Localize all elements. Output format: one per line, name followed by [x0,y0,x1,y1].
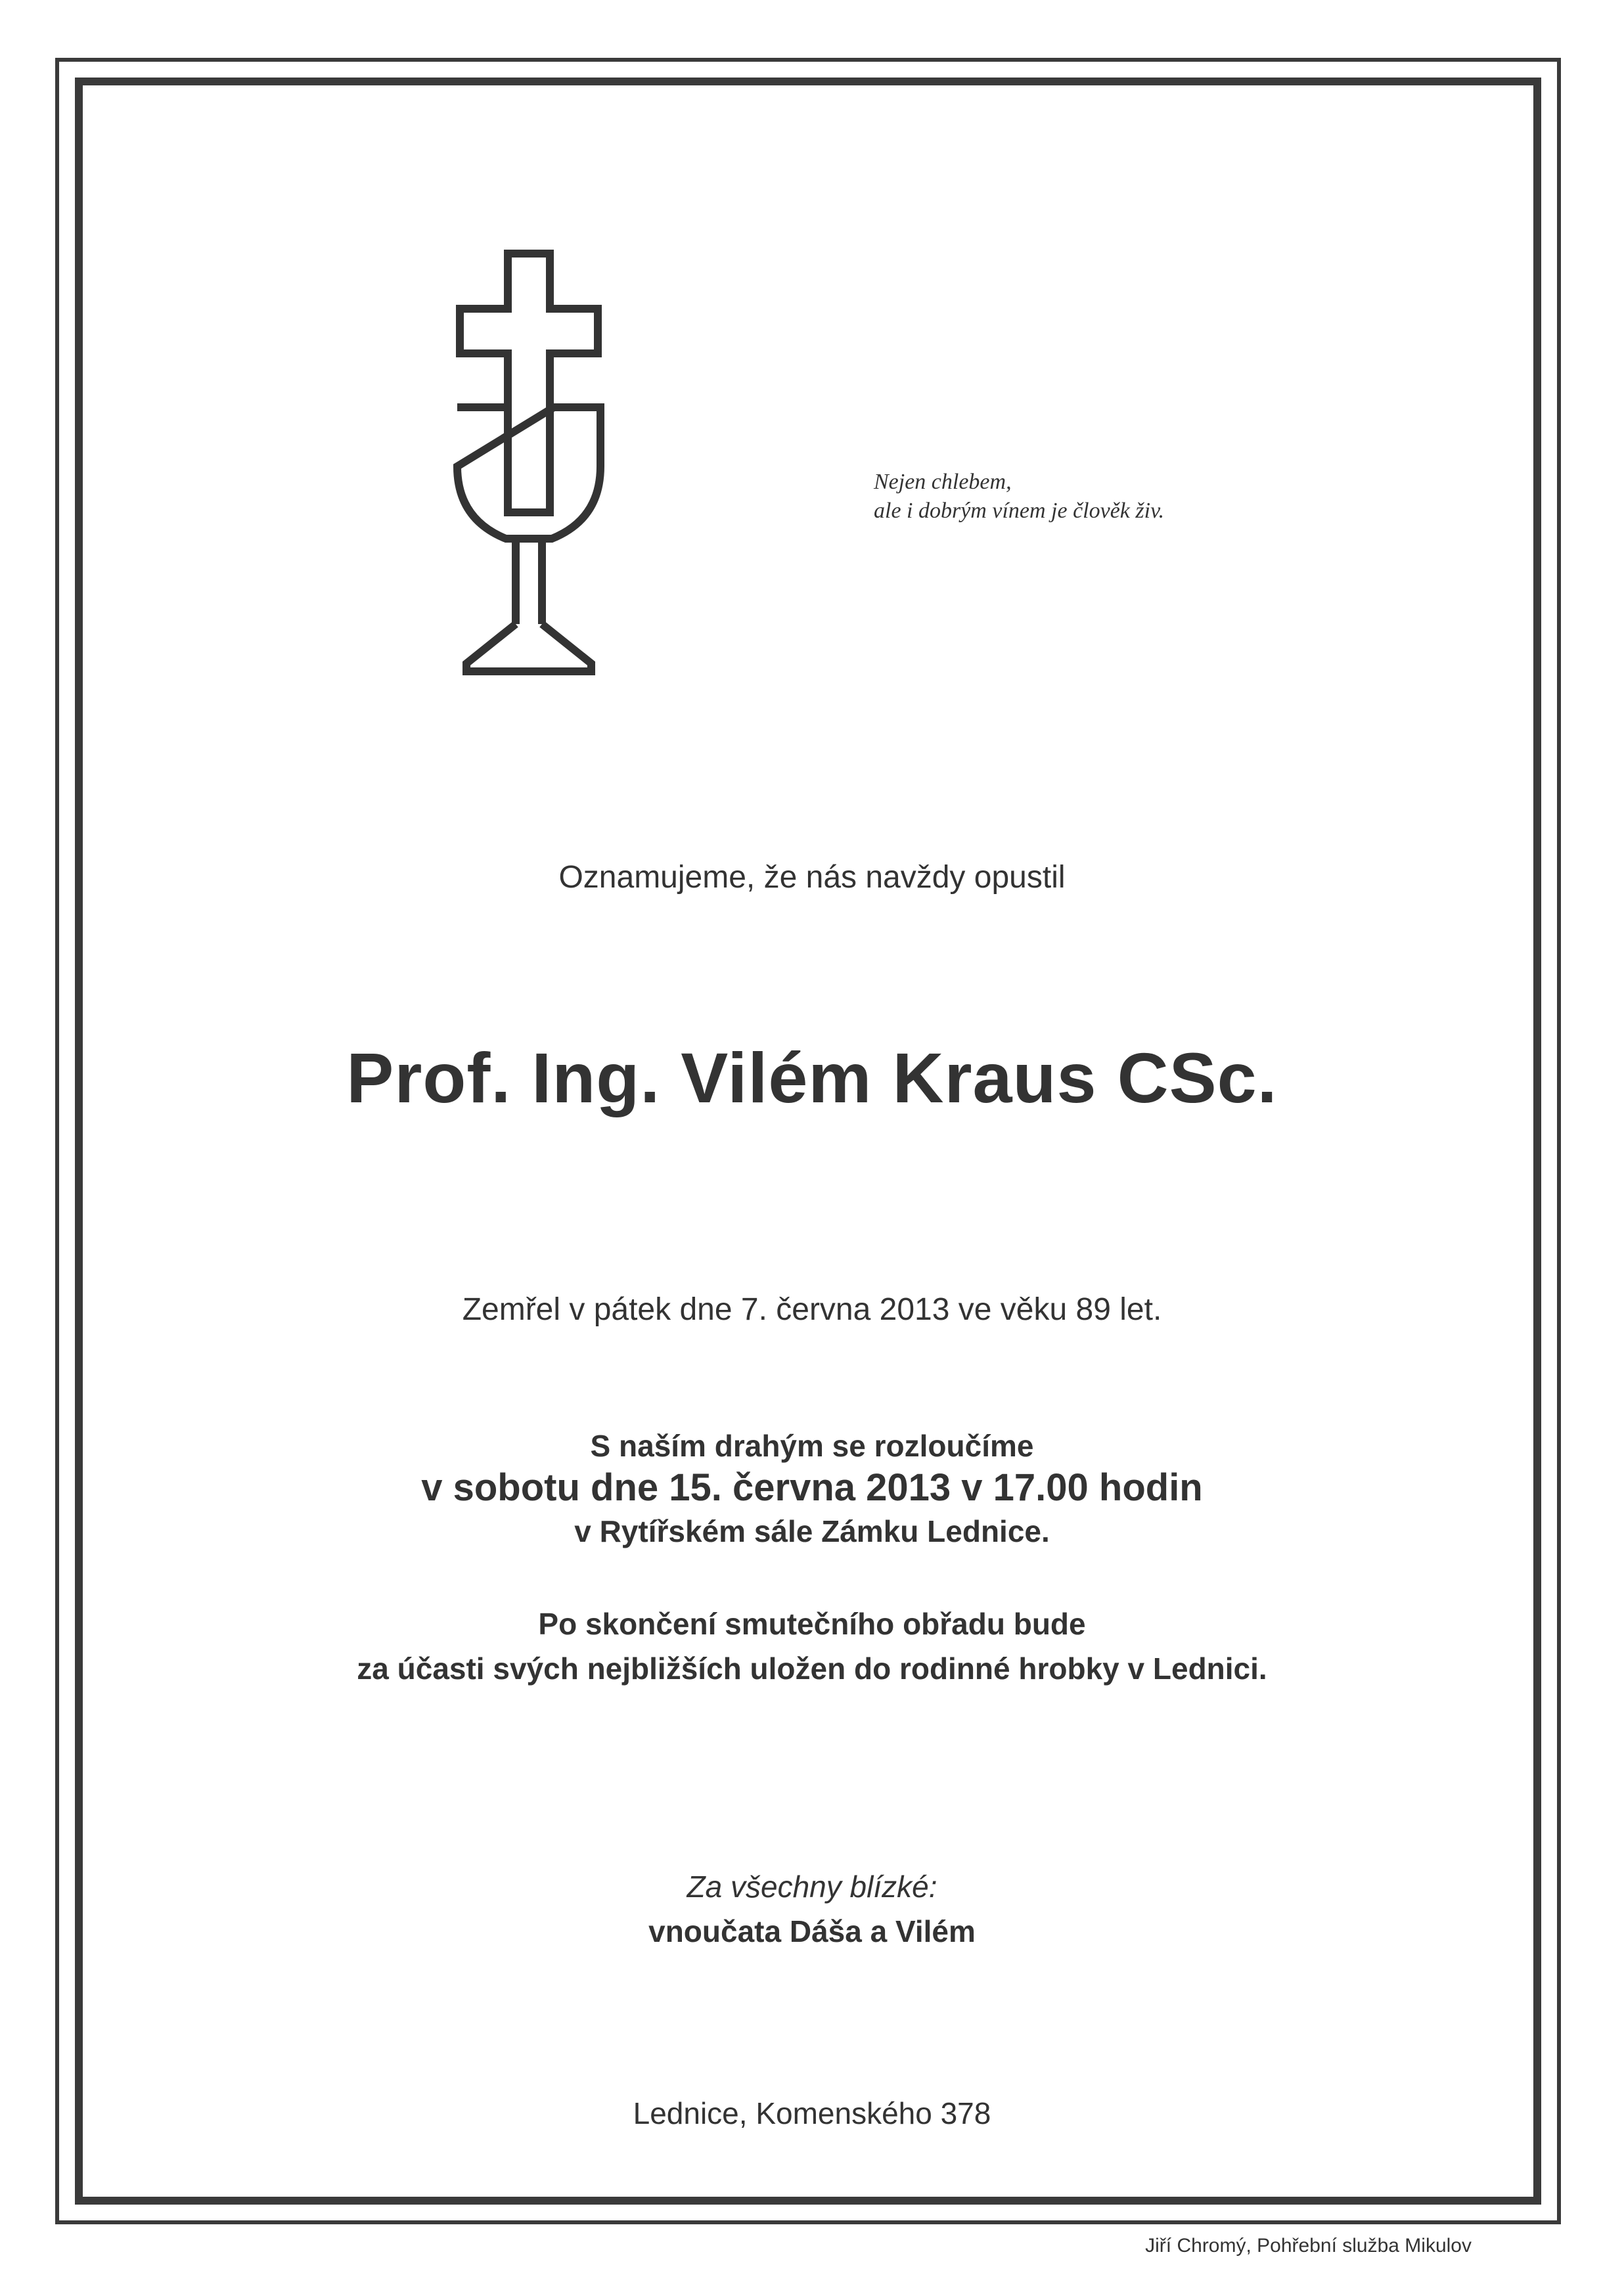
farewell-line-1: S naším drahým se rozloučíme [590,1429,1034,1463]
farewell-info [0,1426,1624,1553]
burial-line-2: za účasti svých nejbližších uložen do rodinné hrobky v Lednici. [357,1651,1267,1686]
cross-chalice-icon [453,250,604,677]
motto [874,468,1164,526]
motto-line-2: ale i dobrým vínem je člověk živ. [874,499,1165,523]
address: Lednice, Komenského 378 [633,2096,991,2130]
deceased-name: Prof. Ing. Vilém Kraus CSc. [346,1038,1278,1117]
death-info: Zemřel v pátek dne 7. června 2013 ve věku 89 let. [462,1292,1162,1327]
signoff-line-1: Za všechny blízké: [687,1870,937,1904]
signoff [0,1864,1624,1954]
footer-credit: Jiří Chromý, Pohřební služba Mikulov [1145,2235,1472,2256]
farewell-line-3: v Rytířském sále Zámku Lednice. [574,1514,1050,1548]
burial-info [0,1602,1624,1691]
signoff-line-2: vnoučata Dáša a Vilém [648,1914,976,1948]
burial-line-1: Po skončení smutečního obřadu bude [538,1607,1086,1641]
farewell-line-2: v sobotu dne 15. června 2013 v 17.00 hodin [421,1466,1203,1509]
motto-line-1: Nejen chlebem, [874,470,1012,494]
announcement: Oznamujeme, že nás navždy opustil [558,860,1066,895]
